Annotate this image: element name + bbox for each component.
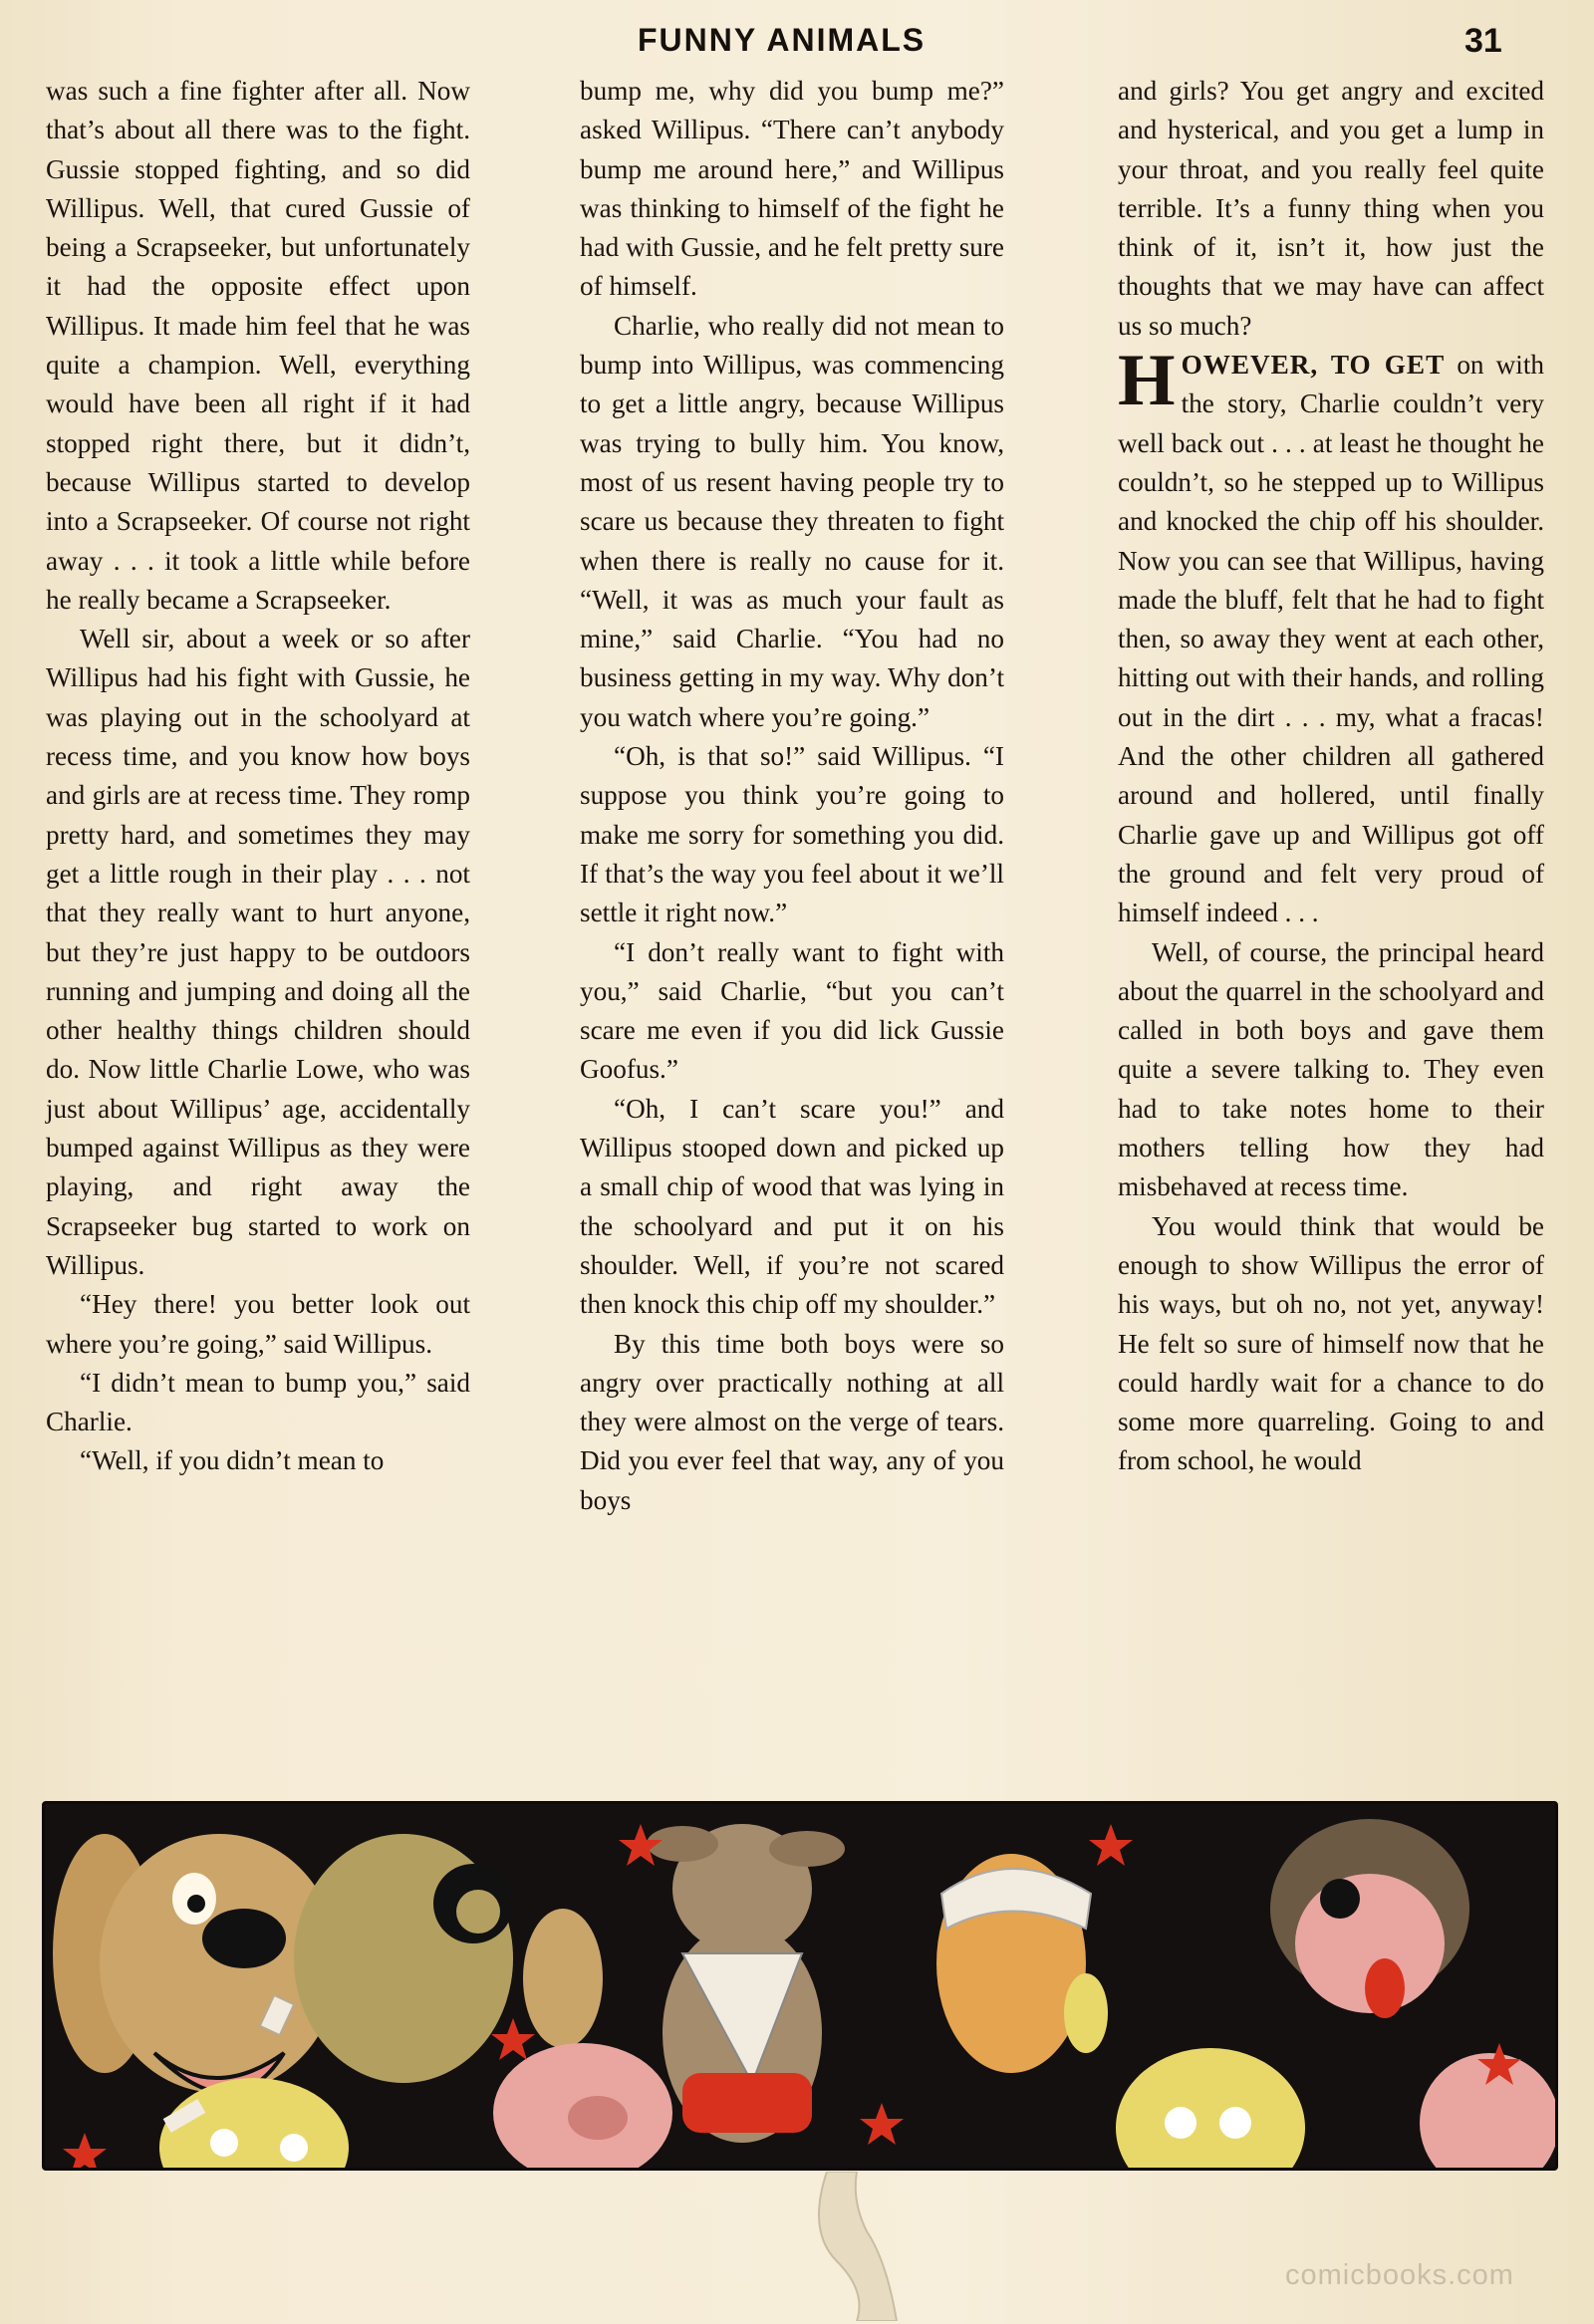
paragraph: bump me, why did you bump me?” asked Willipus. “There can’t anybody bump me around here,” and Willipus was thinking to himself of the fight he had with Gussie, and he felt pretty sure of himself. <box>580 76 1004 302</box>
running-title: FUNNY ANIMALS <box>638 22 927 58</box>
paragraph: “I don’t really want to fight with you,” said Charlie, “but you can’t scare me even if you did lick Gussie Goofus.” <box>580 936 1004 1085</box>
section-lead: OWEVER, TO GET <box>1181 350 1446 381</box>
watermark: comicbooks.com <box>1285 2259 1514 2291</box>
paragraph: and girls? You get angry and excited and hysterical, and you get a lump in your throat, and you really feel quite terrible. It’s a funny thing when you think of it, isn’t it, how just the thoughts that we may have can affect us so much? <box>1118 76 1544 341</box>
page-header <box>0 18 1594 62</box>
paragraph: Well, of course, the principal heard about the quarrel in the schoolyard and called in both boys and gave them quite a severe talking to. They even had to take notes home to their mothers telling how they had misbehaved at recess time. <box>1118 936 1544 1202</box>
paper-tear <box>797 2172 907 2321</box>
text-column-1 <box>46 72 470 1785</box>
paragraph: Well sir, about a week or so after Willipus had his fight with Gussie, he was playing out in the schoolyard at recess time, and you know how boys and girls are at recess time. They romp pretty hard, and sometimes they may get a little rough in their play . . . not that they really want to hurt anyone, but they’re just happy to be outdoors running and jumping and doing all the other healthy things children should do. Now little Charlie Lowe, who was just about Willipus’ age, accidentally bumped against Willipus as they were playing, and right away the Scrapseeker bug started to work on Willipus. <box>46 624 470 1280</box>
paragraph: You would think that would be enough to show Willipus the error of his ways, but oh no, not yet, anyway! He felt so sure of himself now that he could hardly wait for a chance to do some more quarreling. Going to and from school, he would <box>1118 1210 1544 1476</box>
text-column-2 <box>580 72 1004 1785</box>
paragraph: “I didn’t mean to bump you,” said Charlie. <box>46 1367 470 1437</box>
drop-cap: H <box>1118 340 1176 422</box>
paragraph: was such a fine fighter after all. Now that’s about all there was to the fight. Gussie stopped fighting, and so did Willipus. Well, that cured Gussie of being a Scrapseeker, but unfortunately it had the opposite effect upon Willipus. It made him feel that he was quite a champion. Well, everything would have been all right if it had stopped right there, but it didn’t, because Willipus started to develop into a Scrapseeker. Of course not right away . . . it took a little while before he really became a Scrapseeker. <box>46 76 470 615</box>
paragraph: By this time both boys were so angry over practically nothing at all they were almost on the verge of tears. Did you ever feel that way, any of you boys <box>580 1328 1004 1515</box>
paragraph: “Oh, I can’t scare you!” and Willipus stooped down and picked up a small chip of wood that was lying in the schoolyard and put it on his shoulder. Well, if you’re not scared then knock this chip off my shoulder.” <box>580 1093 1004 1320</box>
paragraph: “Oh, is that so!” said Willipus. “I suppose you think you’re going to make me sorry for something you did. If that’s the way you feel about it we’ll settle it right now.” <box>580 741 1004 928</box>
paragraph: “Hey there! you better look out where you’re going,” said Willipus. <box>46 1289 470 1359</box>
paragraph: Charlie, who really did not mean to bump into Willipus, was commencing to get a little angry, because Willipus was trying to bully him. You know, most of us resent having people try to scare us because they threaten to fight when there is really no cause for it. “Well, it was as much your fault as mine,” said Charlie. “You had no business getting in my way. Why don’t you watch where you’re going.” <box>580 310 1004 732</box>
illustration-panel <box>42 1801 1558 2171</box>
page-number: 31 <box>1464 22 1502 60</box>
cartoon-animals-illustration <box>45 1804 1555 2168</box>
text-column-3 <box>1118 72 1544 1785</box>
red-shorts <box>682 2073 812 2133</box>
paragraph: “Well, if you didn’t mean to <box>80 1445 385 1476</box>
section-opening-paragraph <box>1118 340 1544 932</box>
paragraph-rest: on with the story, Charlie couldn’t very well back out . . . at least he thought he couldn’t, so he stepped up to Willipus and knocked the chip off his shoulder. Now you can see that Willipus, having made the bluff, felt that he had to fight then, so away they went at each other, hitting out with their hands, and rolling out in the dirt . . . my, what a fracas! And the other children all gathered around and hollered, until finally Charlie gave up and Willipus got off the ground and felt very proud of himself indeed . . . <box>1118 350 1544 928</box>
